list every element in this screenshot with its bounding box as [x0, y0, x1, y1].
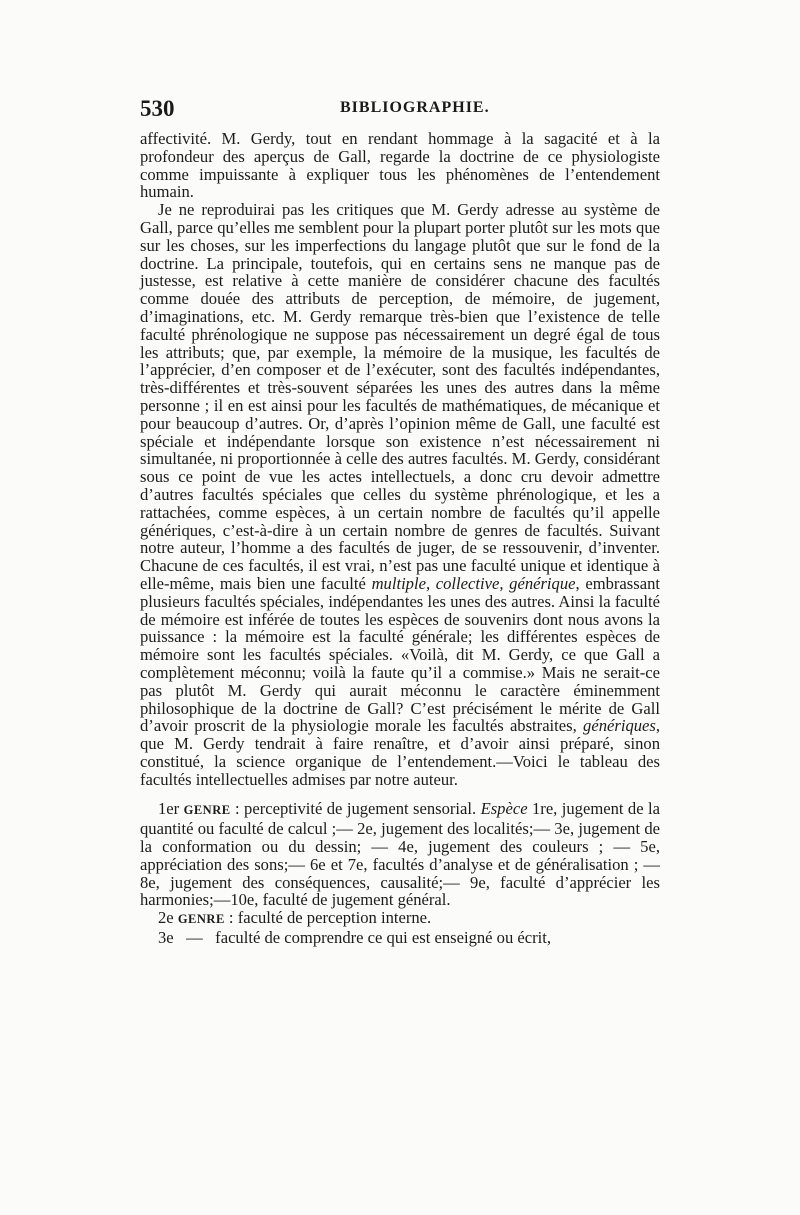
genre-1-number: 1er [158, 799, 180, 819]
body-text [140, 130, 660, 947]
genre-2-entry [140, 909, 660, 929]
genre-3-entry [140, 929, 660, 947]
genre-1-text-b: 1re, jugement de la quantité ou faculté de calcul ;— 2e, jugement des localités;— 3e, jugement de la conformation ou du dessin; — 4e, jugement des couleurs ; — 5e, appréciation des sons;— 6e et 7e, facultés d’analyse et de généralisation ; — 8e, jugement des conséquences, causalité;— 9e, faculté d’apprécier les harmonies;—10e, faculté de jugement général. [140, 799, 660, 910]
genre-1-label: GENRE [183, 803, 231, 818]
running-title: BIBLIOGRAPHIE. [340, 99, 490, 116]
paragraph-2-part-a: Je ne reproduirai pas les critiques que M. Gerdy adresse au système de Gall, parce qu’elles me semblent pour la plupart porter plutôt sur les mots que sur les choses, sur les imperfections du langage plutôt que sur le fond de la doctrine. La principale, toutefois, qui en certains sens ne manque pas de justesse, est relative à cette manière de considérer chacune des facultés comme douée des attributs de perception, de mémoire, de jugement, d’imaginations, etc. M. Gerdy remarque très-bien que l’existence de telle faculté phrénologique ne suppose pas nécessairement un degré égal de tous les attributs; que, par exemple, la mémoire de la musique, les facultés de l’apprécier, d’en composer et de l’exécuter, sont des facultés indépendantes, très-différentes et très-souvent séparées les unes des autres dans la même personne ; il en est ainsi pour les facultés de mathématiques, de mécanique et pour beaucoup d’autres. Or, d’après l’opinion même de Gall, une faculté est spéciale et indépendante lorsque son existence n’est nécessairement ni simultanée, ni proportionnée à celle des autres facultés. M. Gerdy, considérant sous ce point de vue les actes intellectuels, a donc cru devoir admettre d’autres facultés spéciales que celles du système phrénologique, et les a rattachées, comme espèces, à un certain nombre de facultés qu’il appelle génériques, c’est-à-dire à un certain nombre de genres de facultés. Suivant notre auteur, l’homme a des facultés de juger, de se ressouvenir, d’inventer. Chacune de ces facultés, il est vrai, n’est pas une faculté unique et identique à elle-même, mais bien une faculté [140, 200, 660, 593]
genre-1-espece: Espèce [480, 799, 528, 819]
genre-1-text-a: : perceptivité de jugement sensorial. [230, 799, 477, 819]
paragraph-2-part-c: , que M. Gerdy tendrait à faire renaître, et d’avoir ainsi préparé, sinon constitué, la science organique de l’entendement.—Voici le tableau des facultés intellectuelles admises par notre auteur. [140, 716, 661, 789]
paragraph-2-part-b: , embrassant plusieurs facultés spéciales, indépendantes les unes des autres. Ainsi la faculté de mémoire est inférée de toutes les espèces de souvenirs dont nous avons la puissance : la mémoire est la faculté générale; les différentes espèces de mémoire sont les facultés spéciales. «Voilà, dit M. Gerdy, ce que Gall a complètement méconnu; voilà la faute qu’il a commise.» Mais ne serait-ce pas plutôt M. Gerdy qui aurait méconnu le caractère éminemment philosophique de la doctrine de Gall? C’est précisément le mérite de Gall d’avoir proscrit de la physiologie morale les facultés abstraites, [140, 573, 660, 736]
genre-2-number: 2e [158, 908, 174, 928]
paragraph-1: affectivité. M. Gerdy, tout en rendant hommage à la sagacité et à la profondeur des aperçus de Gall, regarde la doctrine de ce physiologiste comme impuissante à expliquer tous les phénomènes de l’entendement humain. [140, 129, 660, 202]
genre-3-dash: — [186, 928, 203, 948]
genre-3-number: 3e [158, 928, 174, 948]
page-header [140, 96, 660, 124]
italic-phrase-multiple: multiple, collective, générique [371, 573, 576, 593]
paragraph-2 [140, 201, 660, 788]
page-number: 530 [140, 96, 175, 121]
genre-2-text: : faculté de perception interne. [224, 908, 432, 928]
italic-phrase-generiques: génériques [583, 716, 656, 736]
genre-1-entry [140, 800, 660, 909]
genre-3-text: faculté de comprendre ce qui est enseigné ou écrit, [215, 928, 552, 948]
genre-2-label: GENRE [177, 912, 225, 927]
